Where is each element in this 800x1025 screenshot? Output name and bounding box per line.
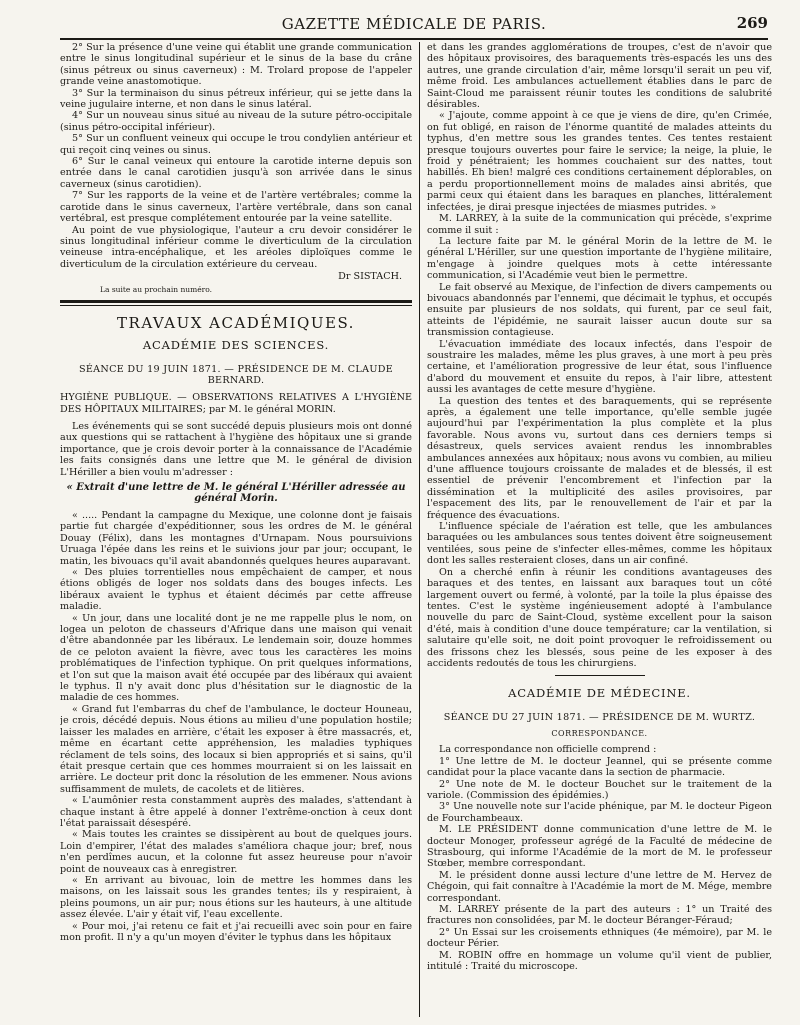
left-column xyxy=(60,42,412,1017)
section-divider xyxy=(60,300,412,306)
paragraph: Les événements qui se sont succédé depuis plusieurs mois ont donné aux questions qui se rattachent à l'hygiène des hôpitaux une si grande importance, que je crois devoir porter à la connaissance de l'Académie les faits consignés dans une lettre que M. le général de division L'Hériller a bien voulu m'adresser : xyxy=(60,420,412,478)
paragraph: « Des pluies torrentielles nous empêchaient de camper, et nous étions obligés de loger nos soldats dans des bouges infects. Les libéraux avaient le typhus et étaient décimés par cette affreuse maladie. xyxy=(60,567,412,613)
paragraph: 2° Une note de M. le docteur Bouchet sur le traitement de la variole. (Commission des épidémies.) xyxy=(427,778,772,801)
paragraph: M. LE PRÉSIDENT donne communication d'une lettre de M. le docteur Monoger, professeur agrégé de la Faculté de médecine de Strasbourg, qui informe l'Académie de la mort de M. le professeur Stœber, membre correspondant. xyxy=(427,824,772,870)
paragraph: La question des tentes et des baraquements, qui se représente après, a également une telle importance, qu'elle semble jugée aujourd'hui par l'expérimentation la plus complète et la plus favorable. Nous avons vu, surtout dans ces derniers temps si désastreux, quels services avaient rendus les innombrables ambulances annexées aux hôpitaux; nous avons vu combien, au milieu d'une affluence toujours croissante de malades et de blessés, il est essentiel de prévenir l'encombrement et l'infection par la dissémination et la multiplicité des asiles provisoires, par l'espacement des lits, par le renouvellement de l'air et par la fréquence des évacuations. xyxy=(427,395,772,521)
correspondance-heading: CORRESPONDANCE. xyxy=(551,729,648,739)
paragraph: M. LARREY, à la suite de la communication qui précède, s'exprime comme il suit : xyxy=(427,213,772,236)
list-item: 5° Sur un confluent veineux qui occupe le trou condylien antérieur et qui reçoit cinq veines ou sinus. xyxy=(60,133,412,156)
letter-heading: « Extrait d'une lettre de M. le général L'Hériller adressée au général Morin. xyxy=(66,481,406,504)
academy-title: ACADÉMIE DE MÉDECINE. xyxy=(508,686,691,701)
paragraph: M. LARREY présente de la part des auteurs : 1° un Traité des fractures non consolidées, par M. le docteur Béranger-Féraud; xyxy=(427,904,772,927)
paragraph: « J'ajoute, comme appoint à ce que je viens de dire, qu'en Crimée, on fut obligé, en raison de l'énorme quantité de malades atteints du typhus, d'en mettre sous les grandes tentes. Ces tentes restaient presque toujours ouvertes pour faire le service; la neige, la pluie, le froid y pénétraient; les hommes couchaient sur des nattes, tout habillés. Eh bien! malgré ces conditions certainement déplorables, on a perdu proportionnellement moins de malades ainsi abrités, que parmi ceux qui étaient dans les baraques en planches, littéralement infectées, je dirai presque injectées de miasmes putrides. » xyxy=(427,110,772,213)
author-signature: Dr SISTACH. xyxy=(338,271,402,283)
paragraph: « L'aumônier resta constamment auprès des malades, s'attendant à chaque instant à être appelé à donner l'extrême-onction à ceux dont l'état paraissait désespéré. xyxy=(60,795,412,829)
paragraph: « En arrivant au bivouac, loin de mettre les hommes dans les maisons, on les laissait sous les grandes tentes; ils y respiraient, à pleins poumons, un air pur; nous étions sur les hauteurs, à une altitude assez élevée. L'air y était vif, l'eau excellente. xyxy=(60,874,412,921)
paragraph: La correspondance non officielle comprend : xyxy=(439,744,657,756)
paragraph: « Mais toutes les craintes se dissipèrent au bout de quelques jours. Loin d'empirer, l'état des malades s'améliora chaque jour; bref, nous n'en perdîmes aucun, et la colonne fut assez heureuse pour n'avoir point de nouveaux cas à enregistrer. xyxy=(60,829,412,875)
paragraph: « Pour moi, j'ai retenu ce fait et j'ai recueilli avec soin pour en faire mon profit. Il n'y a qu'un moyen d'éviter le typhus dans les hôpitaux xyxy=(60,920,412,943)
paragraph: « Un jour, dans une localité dont je ne me rappelle plus le nom, on logea un peloton de chasseurs d'Afrique dans une maison qui venait d'être abandonnée par les libéraux. Le lendemain soir, douze hommes de ce peloton avaient la fièvre, avec tous les caractères les moins problématiques de l'infection typhique. On prit quelques informations, et l'on sut que la maison avait été occupée par des libéraux qui avaient le typhus. Il n'y avait donc plus d'hésitation sur le diagnostic de la maladie de ces hommes. xyxy=(60,612,412,704)
paragraph: « ..... Pendant la campagne du Mexique, une colonne dont je faisais partie fut chargée d'expéditionner, sous les ordres de M. le général Douay (Félix), dans les montagnes d'Urnapam. Nous poursuivions Uruaga l'épée dans les reins et le suivions jour par jour; occupant, le matin, les bivouacs qu'il avait abandonnés quelques heures auparavant. xyxy=(60,509,412,567)
academy-title: ACADÉMIE DES SCIENCES. xyxy=(142,338,330,353)
page-number: 269 xyxy=(736,14,768,32)
paragraph: On a cherché enfin à réunir les conditions avantageuses des baraques et des tentes, en laissant aux baraques tout un côté largement ouvert ou fermé, à volonté, par la toile la plus épaisse des tentes. C'est le système ingénieusement adopté à l'ambulance nouvelle du parc de Saint-Cloud, système excellent pour la saison d'été, mais à condition d'une douce température; car la ventilation, si salutaire qu'elle soit, ne doit point provoquer le refroidissement ou des frissons chez les blessés, sous peine de les exposer à des accidents redoutés de tous les chirurgiens. xyxy=(427,566,772,669)
column-divider xyxy=(419,42,420,1017)
paragraph: La lecture faite par M. le général Morin de la lettre de M. le général L'Hériller, sur une question importante de l'hygiène militaire, m'engage à joindre quelques mots à cette intéressante communication, si l'Académie veut bien le permettre. xyxy=(427,235,772,282)
continued-note: La suite au prochain numéro. xyxy=(100,285,213,295)
paragraph: 2° Un Essai sur les croisements ethniques (4e mémoire), par M. le docteur Périer. xyxy=(427,926,772,950)
session-line: SÉANCE DU 19 JUIN 1871. — PRÉSIDENCE DE M. CLAUDE BERNARD. xyxy=(78,364,393,387)
section-title: TRAVAUX ACADÉMIQUES. xyxy=(117,314,355,333)
topic-line: HYGIÈNE PUBLIQUE. — OBSERVATIONS RELATIVES A L'HYGIÈNE DES HÔPITAUX MILITAIRES; par M. le général MORIN. xyxy=(60,392,412,415)
section-divider xyxy=(555,675,645,676)
session-line: SÉANCE DU 27 JUIN 1871. — PRÉSIDENCE DE M. WURTZ. xyxy=(443,712,756,724)
list-item: 4° Sur un nouveau sinus situé au niveau de la suture pétro-occipitale (sinus pétro-occipital inférieur). xyxy=(60,110,412,133)
paragraph: Le fait observé au Mexique, de l'infection de divers campements ou bivouacs abandonnés par l'ennemi, que décimait le typhus, et occupés ensuite par plusieurs de nos soldats, qui furent, par ce seul fait, atteints de l'épidémie, ne saurait laisser aucun doute sur sa transmission contagieuse. xyxy=(427,281,772,339)
list-item: 3° Sur la terminaison du sinus pétreux inférieur, qui se jette dans la veine jugulaire interne, et non dans le sinus latéral. xyxy=(60,87,412,111)
paragraph: 3° Une nouvelle note sur l'acide phénique, par M. le docteur Pigeon de Fourchambeaux. xyxy=(427,801,772,824)
paragraph: et dans les grandes agglomérations de troupes, c'est de n'avoir que des hôpitaux provisoires, des baraquements très-espacés les uns des autres, une grande circulation d'air, même lorsqu'il serait un peu vif, même froid. Les ambulances actuellement établies dans le parc de Saint-Cloud me paraissent réunir toutes les conditions de salubrité désirables. xyxy=(427,42,772,111)
paragraph: 1° Une lettre de M. le docteur Jeannel, qui se présente comme candidat pour la place vacante dans la section de pharmacie. xyxy=(427,755,772,779)
paragraph: L'influence spéciale de l'aération est telle, que les ambulances baraquées ou les ambulances sous tentes doivent être soigneusement ventilées, sous peine de s'infecter elles-mêmes, comme les hôpitaux dont les salles resteraient closes, dans un air confiné. xyxy=(427,521,772,567)
list-item: 2° Sur la présence d'une veine qui établit une grande communication entre le sinus longitudinal supérieur et le sinus de la base du crâne (sinus pétreux ou sinus caverneux) : M. Trolard propose de l'appeler grande veine anastomotique. xyxy=(60,42,412,88)
paragraph: L'évacuation immédiate des locaux infectés, dans l'espoir de soustraire les malades, même les plus graves, à une mort à peu près certaine, et l'amélioration progressive de leur état, sous l'influence d'abord du mouvement et ensuite du repos, à l'air libre, attestent aussi les avantages de cette mesure d'hygiène. xyxy=(427,338,772,396)
paragraph: M. le président donne aussi lecture d'une lettre de M. Hervez de Chégoin, qui fait connaître à l'Académie la mort de M. Mége, membre correspondant. xyxy=(427,869,772,904)
right-column xyxy=(427,42,772,1017)
list-item: Au point de vue physiologique, l'auteur a cru devoir considérer le sinus longitudinal inférieur comme le diverticulum de la circulation veineuse intra-encéphalique, et les aréoles diploïques comme le diverticulum de la circulation extérieure du cerveau. xyxy=(60,224,412,270)
list-item: 6° Sur le canal veineux qui entoure la carotide interne depuis son entrée dans le canal carotidien jusqu'à son arrivée dans le sinus caverneux (sinus carotidien). xyxy=(60,156,412,190)
paragraph: « Grand fut l'embarras du chef de l'ambulance, le docteur Houneau, je crois, décédé depuis. Nous étions au milieu d'une population hostile; laisser les malades en arrière, c'était les exposer à être massacrés, et, même en écartant cette appréhension, les maladies typhiques réclament de tels soins, des locaux si bien appropriés et si sains, qu'il était presque certain que ces hommes mourraient si on les laissait en arrière. Le docteur prit donc la résolution de les emmener. Nous avions suffisamment de mulets, de cacolets et de litières. xyxy=(60,703,412,795)
page-header xyxy=(60,12,768,40)
journal-title: GAZETTE MÉDICALE DE PARIS. xyxy=(281,15,547,33)
paragraph: M. ROBIN offre en hommage un volume qu'il vient de publier, intitulé : Traité du microscope. xyxy=(427,949,772,973)
list-item: 7° Sur les rapports de la veine et de l'artère vertébrales; comme la carotide dans le sinus caverneux, l'artère vertébrale, dans son canal vertébral, est presque complétement entourée par la veine satellite. xyxy=(60,190,412,225)
